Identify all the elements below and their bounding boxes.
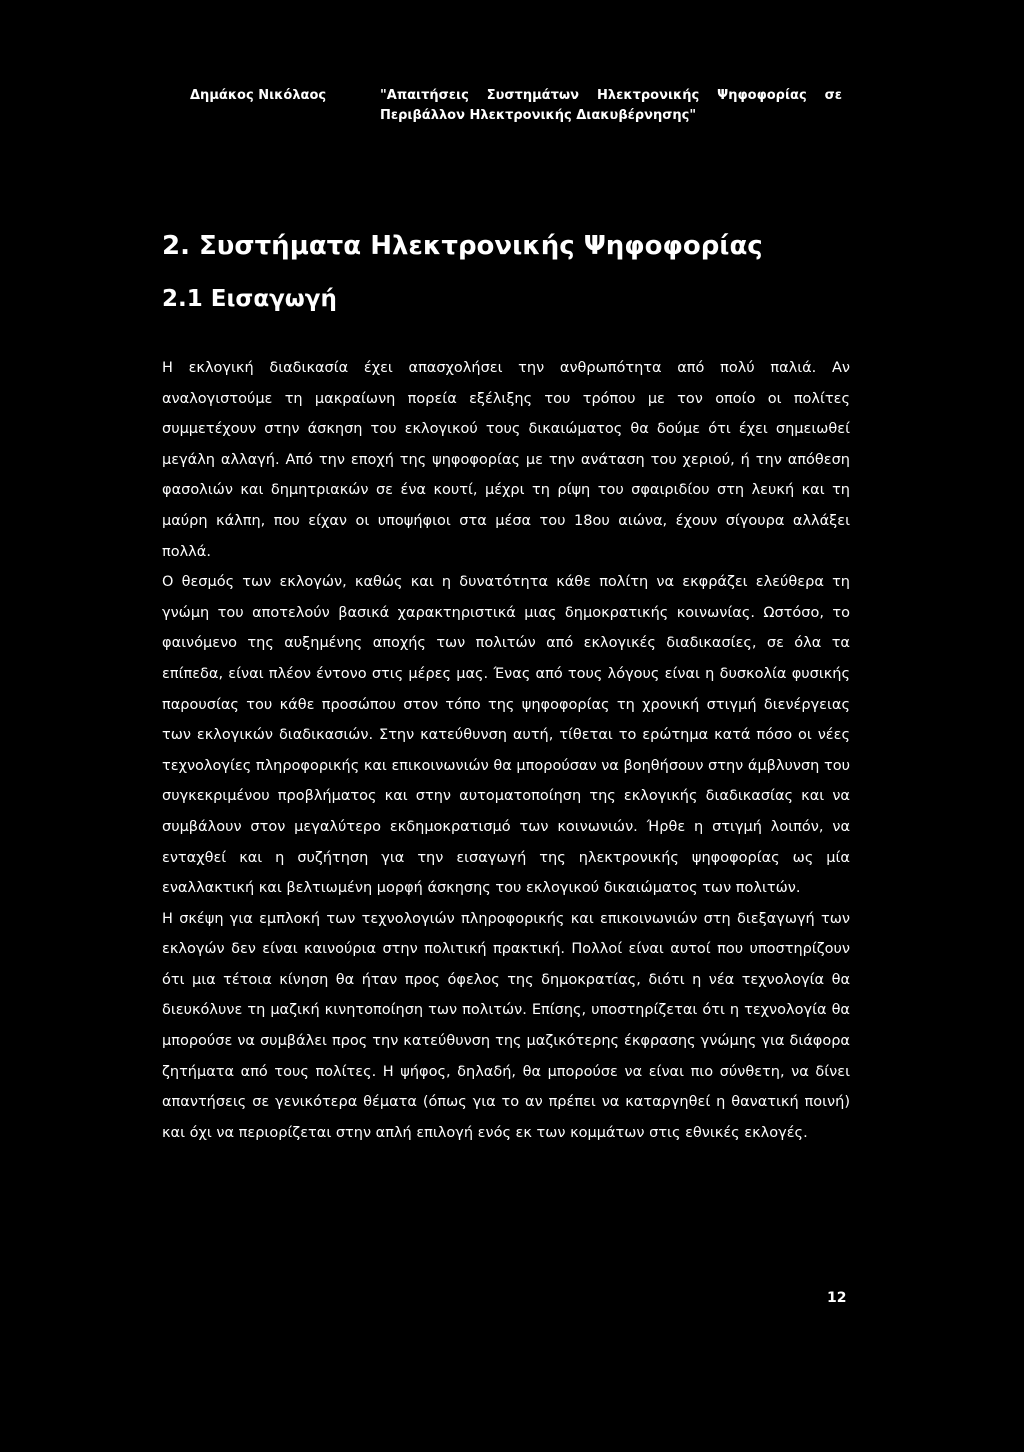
page-number: 12 <box>827 1290 847 1306</box>
section-title: 2.1 Εισαγωγή <box>162 286 337 312</box>
header-author: Δημάκος Νικόλαος <box>190 88 327 103</box>
body-text <box>162 353 850 1148</box>
paragraph-3: Η σκέψη για εμπλοκή των τεχνολογιών πληροφορικής και επικοινωνιών στη διεξαγωγή των εκλογών δεν είναι καινούρια στην πολιτική πρακτική. Πολλοί είναι αυτοί που υποστηρίζουν ότι μια τέτοια κίνηση θα ήταν προς όφελος της δημοκρατίας, διότι η νέα τεχνολογία θα διευκόλυνε τη μαζική κινητοποίηση των πολιτών. Επίσης, υποστηρίζεται ότι η τεχνολογία θα μπορούσε να συμβάλει προς την κατεύθυνση της μαζικότερης έκφρασης γνώμης για διάφορα ζητήματα από τους πολίτες. Η ψήφος, δηλαδή, θα μπορούσε να είναι πιο σύνθετη, να δίνει απαντήσεις σε γενικότερα θέματα (όπως για το αν πρέπει να καταργηθεί η θανατική ποινή) και όχι να περιορίζεται στην απλή επιλογή ενός εκ των κομμάτων στις εθνικές εκλογές. <box>162 910 850 1141</box>
chapter-title: 2. Συστήματα Ηλεκτρονικής Ψηφοφορίας <box>162 231 763 261</box>
header-document-title: "Απαιτήσεις Συστημάτων Ηλεκτρονικής Ψηφοφορίας σε Περιβάλλον Ηλεκτρονικής Διακυβέρνησης" <box>380 88 842 123</box>
paragraph-1: Η εκλογική διαδικασία έχει απασχολήσει την ανθρωπότητα από πολύ παλιά. Αν αναλογιστούμε τη μακραίωνη πορεία εξέλιξης του τρόπου με τον οποίο οι πολίτες συμμετέχουν στην άσκηση του εκλογικού τους δικαιώματος θα δούμε ότι έχει σημειωθεί μεγάλη αλλαγή. Από την εποχή της ψηφοφορίας με την ανάταση του χεριού, ή την απόθεση φασολιών και δημητριακών σε ένα κουτί, μέχρι τη ρίψη του σφαιριδίου στη λευκή και τη μαύρη κάλπη, που είχαν οι υποψήφιοι στα μέσα του 18ου αιώνα, έχουν σίγουρα αλλάξει πολλά. <box>162 360 850 560</box>
paragraph-2: Ο θεσμός των εκλογών, καθώς και η δυνατότητα κάθε πολίτη να εκφράζει ελεύθερα τη γνώμη του αποτελούν βασικά χαρακτηριστικά μιας δημοκρατικής κοινωνίας. Ωστόσο, το φαινόμενο της αυξημένης αποχής των πολιτών από εκλογικές διαδικασίες, σε όλα τα επίπεδα, είναι πλέον έντονο στις μέρες μας. Ένας από τους λόγους είναι η δυσκολία φυσικής παρουσίας του κάθε προσώπου στον τόπο της ψηφοφορίας τη χρονική στιγμή διενέργειας των εκλογικών διαδικασιών. Στην κατεύθυνση αυτή, τίθεται το ερώτημα κατά πόσο οι νέες τεχνολογίες πληροφορικής και επικοινωνιών θα μπορούσαν να βοηθήσουν στην άμβλυνση του συγκεκριμένου προβλήματος και στην αυτοματοποίηση της εκλογικής διαδικασίας και να συμβάλουν στον μεγαλύτερο εκδημοκρατισμό των κοινωνιών. Ήρθε η στιγμή λοιπόν, να ενταχθεί και η συζήτηση για την εισαγωγή της ηλεκτρονικής ψηφοφορίας ως μία εναλλακτική και βελτιωμένη μορφή άσκησης του εκλογικού δικαιώματος των πολιτών. <box>162 574 850 897</box>
